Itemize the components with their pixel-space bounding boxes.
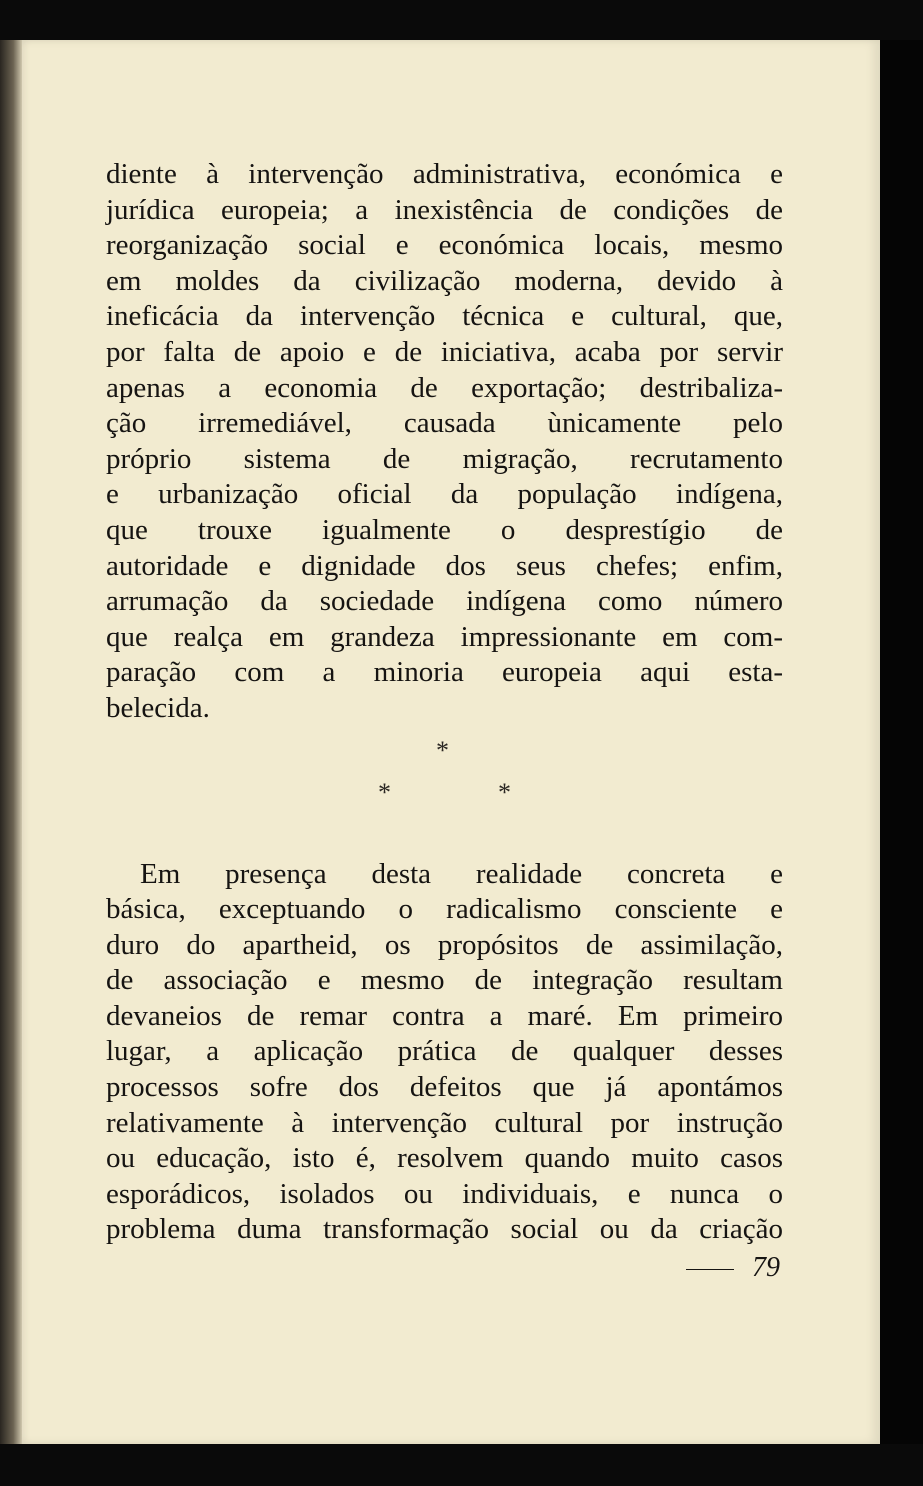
scan-border [880,40,923,1444]
text-line: problema duma transformação social ou da criação [106,1213,783,1246]
paragraph-2 [106,857,783,1249]
asterisk: * [498,777,511,807]
text-line: próprio sistema de migração, recrutamento [106,442,783,475]
text-line: que trouxe igualmente o desprestígio de [106,513,783,546]
text-line: reorganização social e económica locais, mesmo [106,229,783,262]
text-line: e urbanização oficial da população indígena, [106,478,783,511]
text-line: ineficácia da intervenção técnica e cultural, que, [106,300,783,333]
page-number-value: 79 [752,1252,780,1283]
text-line: arrumação da sociedade indígena como número [106,585,783,618]
text-line: de associação e mesmo de integração resultam [106,964,783,997]
text-line: básica, exceptuando o radicalismo consciente e [106,893,783,926]
text-line: autoridade e dignidade dos seus chefes; enfim, [106,549,783,582]
text-line: diente à intervenção administrativa, económica e [106,158,783,190]
book-gutter [0,40,22,1444]
asterisk: * [436,735,449,765]
text-line: ção irremediável, causada ùnicamente pelo [106,407,783,440]
text-line: belecida. [106,691,210,724]
text-line: processos sofre dos defeitos que já apontámos [106,1071,783,1104]
text-line: duro do apartheid, os propósitos de assimilação, [106,928,783,961]
paragraph-1 [106,157,783,727]
text-line: paração com a minoria europeia aqui esta- [106,656,783,689]
section-separator [106,727,783,857]
text-line: apenas a economia de exportação; destribaliza- [106,371,783,404]
text-line: por falta de apoio e de iniciativa, acaba por servir [106,335,783,368]
text-line: devaneios de remar contra a maré. Em primeiro [106,999,783,1032]
text-line: ou educação, isto é, resolvem quando muito casos [106,1142,783,1175]
asterisk: * [378,777,391,807]
page-number-dash [686,1269,734,1271]
page-body-text [106,157,783,1248]
text-line: lugar, a aplicação prática de qualquer desses [106,1035,783,1068]
text-line: que realça em grandeza impressionante em com- [106,620,783,653]
page-number [680,1252,780,1284]
text-line: relativamente à intervenção cultural por instrução [106,1106,783,1139]
text-line: Em presença desta realidade concreta e [140,857,783,890]
text-line: esporádicos, isolados ou individuais, e nunca o [106,1177,783,1210]
text-line: em moldes da civilização moderna, devido à [106,264,783,297]
text-line: jurídica europeia; a inexistência de condições de [106,193,783,226]
